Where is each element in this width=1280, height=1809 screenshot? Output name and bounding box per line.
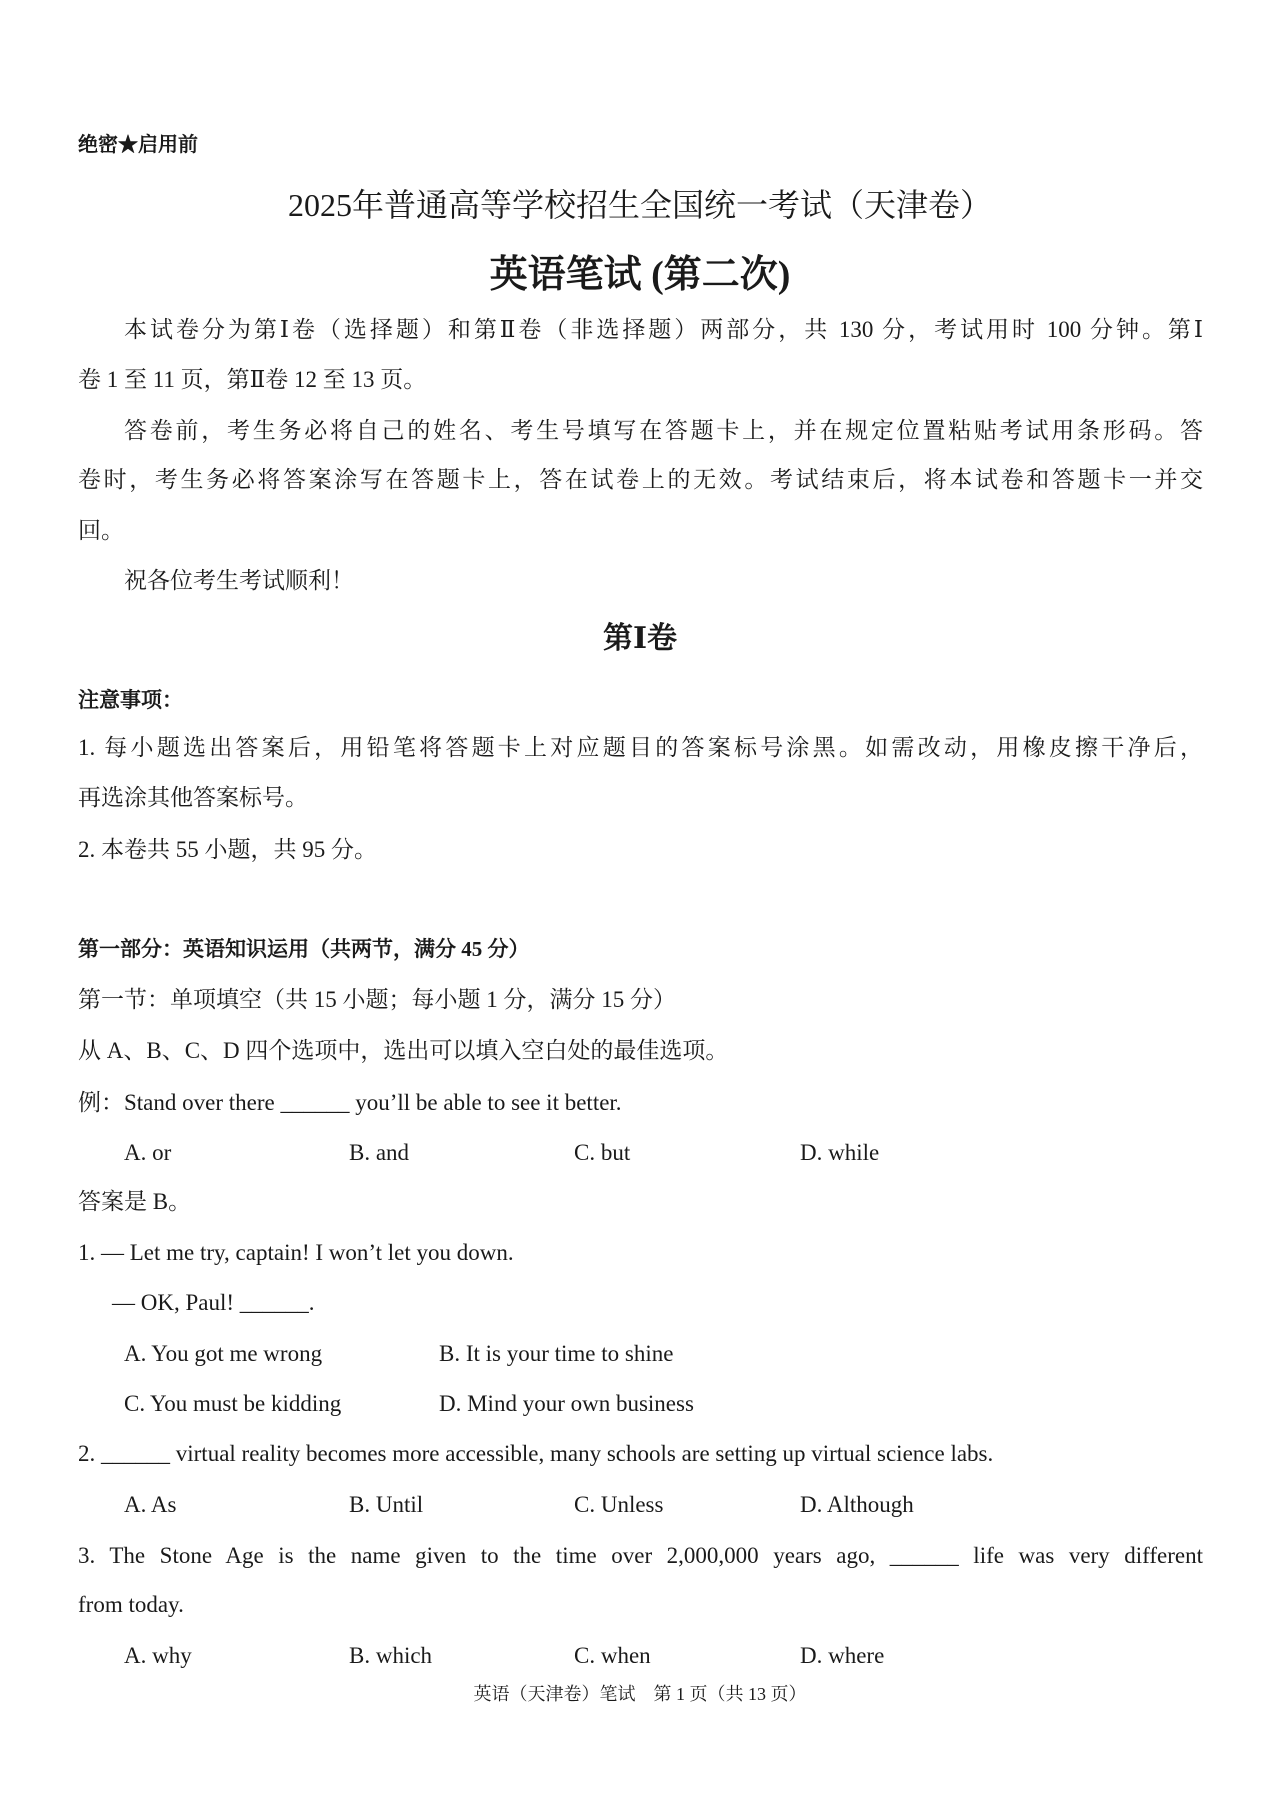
intro-paragraph-2-line-3: 回。: [78, 518, 124, 543]
notes-heading: 注意事项：: [78, 688, 183, 712]
example-option-a: A. or: [124, 1140, 172, 1165]
section-1-heading: 第一节：单项填空（共 15 小题；每小题 1 分，满分 15 分）: [78, 987, 676, 1012]
page-footer: 英语（天津卷）笔试 第 1 页（共 13 页）: [473, 1684, 807, 1704]
note-2: 2. 本卷共 55 小题，共 95 分。: [78, 837, 377, 862]
note-1-line-2: 再选涂其他答案标号。: [78, 785, 308, 810]
intro-paragraph-1-line-2: 卷 1 至 11 页，第Ⅱ卷 12 至 13 页。: [78, 367, 427, 392]
question-2-option-c: C. Unless: [574, 1492, 664, 1517]
question-1-option-d: D. Mind your own business: [439, 1391, 694, 1416]
exam-title: 2025年普通高等学校招生全国统一考试（天津卷）: [287, 187, 992, 223]
question-3-option-d: D. where: [800, 1643, 885, 1668]
question-3-stem: 3. The Stone Age is the name given to the time over 2,000,000 years ago, ______ life was very different: [78, 1543, 1203, 1568]
example-option-b: B. and: [349, 1140, 410, 1165]
exam-subtitle: 英语笔试 (第二次): [489, 254, 791, 296]
volume-title: 第Ⅰ卷: [602, 622, 678, 655]
confidential-mark: 绝密★启用前: [78, 134, 198, 156]
question-1-option-a: A. You got me wrong: [124, 1341, 323, 1366]
example-option-c: C. but: [574, 1140, 631, 1165]
example-answer: 答案是 B。: [78, 1189, 192, 1214]
question-3-option-c: C. when: [574, 1643, 651, 1668]
question-2-option-d: D. Although: [800, 1492, 914, 1517]
question-3-option-a: A. why: [124, 1643, 192, 1668]
question-2-stem: 2. ______ virtual reality becomes more accessible, many schools are setting up virtual science labs.: [78, 1441, 994, 1466]
question-2-option-a: A. As: [124, 1492, 177, 1517]
intro-paragraph-2-line-1: 答卷前，考生务必将自己的姓名、考生号填写在答题卡上，并在规定位置粘贴考试用条形码。答: [124, 418, 1203, 443]
question-1-option-c: C. You must be kidding: [124, 1391, 342, 1416]
instruction-text: 从 A、B、C、D 四个选项中，选出可以填入空白处的最佳选项。: [78, 1038, 729, 1063]
example-option-d: D. while: [800, 1140, 880, 1165]
good-luck-text: 祝各位考生考试顺利！: [124, 568, 354, 593]
intro-paragraph-1-line-1: 本试卷分为第Ⅰ卷（选择题）和第Ⅱ卷（非选择题）两部分，共 130 分，考试用时 100 分钟。第Ⅰ: [124, 317, 1203, 342]
question-3-option-b: B. which: [349, 1643, 433, 1668]
note-1-line-1: 1. 每小题选出答案后，用铅笔将答题卡上对应题目的答案标号涂黑。如需改动，用橡皮擦干净后，: [78, 735, 1203, 760]
question-3-stem-continued: from today.: [78, 1592, 184, 1617]
question-1-stem-reply: — OK, Paul! ______.: [112, 1290, 315, 1315]
question-1-stem: 1. — Let me try, captain! I won’t let you down.: [78, 1240, 514, 1265]
intro-paragraph-2-line-2: 卷时，考生务必将答案涂写在答题卡上，答在试卷上的无效。考试结束后，将本试卷和答题卡一并交: [78, 467, 1203, 492]
question-2-option-b: B. Until: [349, 1492, 424, 1517]
part-1-heading: 第一部分：英语知识运用（共两节，满分 45 分）: [78, 937, 530, 961]
question-1-option-b: B. It is your time to shine: [439, 1341, 674, 1366]
example-stem: 例：Stand over there ______ you’ll be able to see it better.: [78, 1090, 622, 1115]
